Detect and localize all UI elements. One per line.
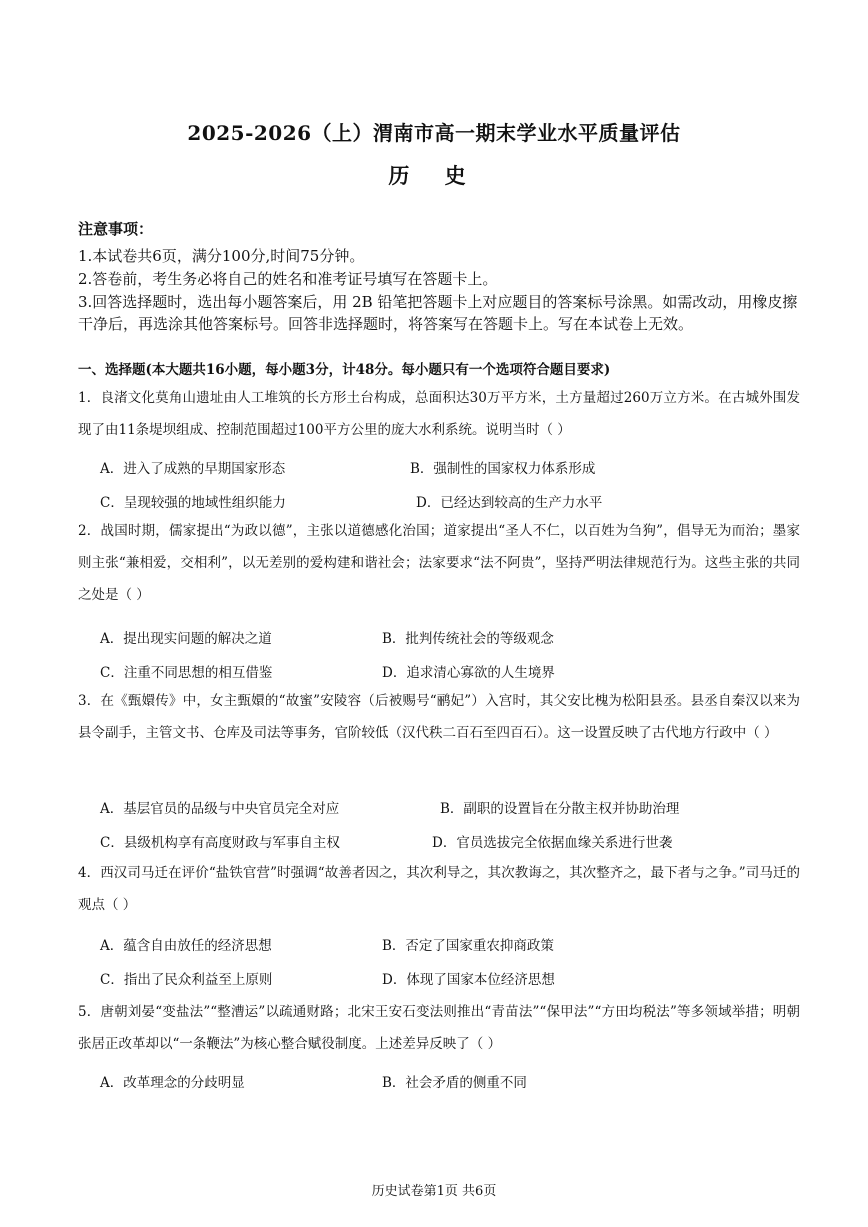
option: C．指出了民众利益至上原则 (100, 972, 273, 988)
note-item: 1.本试卷共6页，满分100分,时间75分钟。 (78, 247, 365, 265)
subject-title: 历 史 (388, 163, 480, 188)
option: D．官员选拔完全依据血缘关系进行世袭 (432, 835, 673, 851)
question-stem: 4．西汉司马迁在评价“盐铁官营”时强调“故善者因之，其次利导之，其次教诲之，其次整齐之，最下者与之争。”司马迁的观点（ ） (78, 865, 800, 913)
option: A．基层官员的品级与中央官员完全对应 (100, 801, 340, 817)
option: B．否定了国家重农抑商政策 (382, 938, 554, 954)
option: B．强制性的国家权力体系形成 (410, 461, 596, 477)
option: D．追求清心寡欲的人生境界 (382, 665, 555, 681)
option: A．蕴含自由放任的经济思想 (100, 938, 272, 954)
option: A．提出现实问题的解决之道 (100, 631, 272, 647)
option: B．副职的设置旨在分散主权并协助治理 (440, 801, 680, 817)
question-stem: 2．战国时期，儒家提出“为政以德”，主张以道德感化治国；道家提出“圣人不仁，以百姓为刍狗”，倡导无为而治；墨家则主张“兼相爱，交相利”，以无差别的爱构建和谐社会；法家要求“法不阿贵”，坚持严明法律规范行为。这些主张的共同之处是（ ） (78, 523, 800, 603)
option: C．县级机构享有高度财政与军事自主权 (100, 835, 340, 851)
note-item: 3.回答选择题时，选出每小题答案后，用 2B 铅笔把答题卡上对应题目的答案标号涂黑。如需改动，用橡皮擦干净后，再选涂其他答案标号。回答非选择题时，将答案写在答题卡上。写在本试卷上无效。 (78, 293, 798, 333)
notes-heading: 注意事项： (78, 220, 154, 238)
option: A．改革理念的分歧明显 (100, 1075, 245, 1091)
option: D．体现了国家本位经济思想 (382, 972, 555, 988)
option: D．已经达到较高的生产力水平 (416, 495, 603, 511)
note-item: 2.答卷前，考生务必将自己的姓名和准考证号填写在答题卡上。 (78, 270, 498, 288)
section-heading: 一、选择题(本大题共16小题，每小题3分，计48分。每小题只有一个选项符合题目要求) (78, 362, 611, 378)
option: B．社会矛盾的侧重不同 (382, 1075, 527, 1091)
question-stem: 1．良渚文化莫角山遗址由人工堆筑的长方形土台构成，总面积达30万平方米，土方量超过260万立方米。在古城外围发现了由11条堤坝组成、控制范围超过100平方公里的庞大水利系统。说明当时（ ） (78, 390, 800, 438)
question-stem: 5．唐朝刘晏“变盐法”“整漕运”以疏通财路；北宋王安石变法则推出“青苗法”“保甲法”“方田均税法”等多领域举措；明朝张居正改革却以“一条鞭法”为核心整合赋役制度。上述差异反映了（ ） (78, 1004, 800, 1052)
question-stem: 3．在《甄嬛传》中，女主甄嬛的“故蜜”安陵容（后被赐号“鹂妃”）入宫时，其父安比槐为松阳县丞。县丞自秦汉以来为县令副手，主管文书、仓库及司法等事务，官阶较低（汉代秩二百石至四百石）。这一设置反映了古代地方行政中（ ） (78, 693, 800, 741)
option: C．呈现较强的地域性组织能力 (100, 495, 286, 511)
exam-title: 2025-2026（上）渭南市高一期末学业水平质量评估 (187, 121, 681, 145)
option: C．注重不同思想的相互借鉴 (100, 665, 273, 681)
option: A．进入了成熟的早期国家形态 (100, 461, 286, 477)
option: B．批判传统社会的等级观念 (382, 631, 554, 647)
page-footer: 历史试卷第1页 共6页 (371, 1184, 497, 1199)
